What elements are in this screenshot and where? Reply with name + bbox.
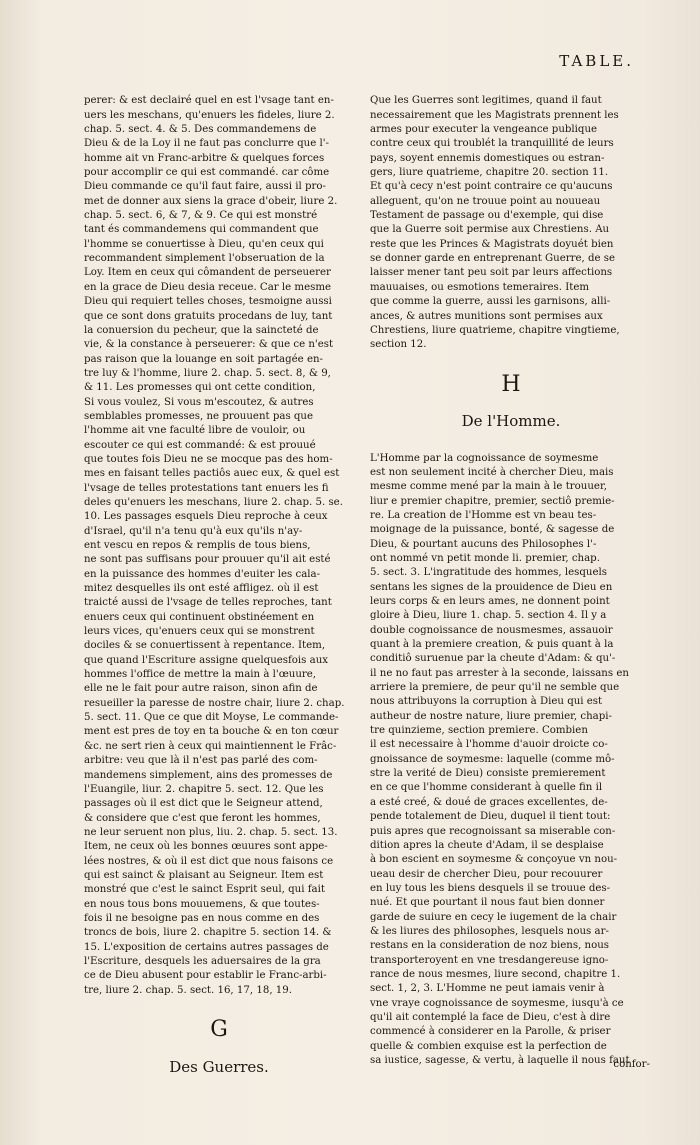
- right-column-text-bottom: L'Homme par la cognoissance de soymesme est non seulement incité à chercher Dieu, mais mesme comme mené par la main à le trouuer, liur e premier chapitre, premier, sectiô premie- re. La creation de l'Homme est vn beau tes- moignage de la puissance, bonté, & sagesse de Dieu, & pourtant aucuns des Philosophes l'- ont nommé vn petit monde li. premier, chap. 5. sect. 3. L'ingratitude des hommes, lesquels sentans les signes de la prouidence de Dieu en leurs corps & en leurs ames, ne donnent point gloire à Dieu, liure 1. chap. 5. section 4. Il y a double cognoissance de nousmesmes, assauoir quant à la premiere creation, & puis quant à la conditiô suruenue par la cheute d'Adam: & qu'- il ne no faut pas arrester à la seconde, laissans en arriere la premiere, de peur qu'il ne semble que nous attribuyons la corruption à Dieu qui est autheur de nostre nature, liure premier, chapi- tre quinzieme, section premiere. Combien il est necessaire à l'homme d'auoir droicte co- gnoissance de soymesme: laquelle (comme mô- stre la verité de Dieu) consiste premierement en ce que l'homme considerant à quelle fin il a esté creé, & doué de graces excellentes, de- pende totalement de Dieu, duquel il tient tout: puis apres que recognoissant sa miserable con- dition apres la cheute d'Adam, il se desplaise à bon escient en soymesme & conçoyue vn nou- ueau desir de chercher Dieu, pour recouurer en luy tous les biens desquels il se trouue des- nué. Et que pourtant il nous faut bien donner garde de suiure en cecy le iugement de la chair & les liures des philosophes, lesquels nous ar- restans en la consideration de noz biens, nous transporteroyent en vne tresdangereuse igno- rance de nous mesmes, liure second, chapitre 1. sect. 1, 2, 3. L'Homme ne peut iamais venir à vne vraye cognoissance de soymesme, iusqu'à ce qu'il ait contemplé la face de Dieu, c'est à dire commencé à considerer en la Parolle, & priser quelle & combien exquise est la perfection de sa iustice, sagesse, & vertu, à laquelle il nous faut: [370, 452, 630, 1066]
- right-column: [370, 80, 652, 1083]
- section-title-guerres: Des Guerres.: [169, 1057, 269, 1076]
- left-column-text: perer: & est declairé quel en est l'vsage tant en- uers les meschans, qu'enuers les fideles, liure 2. chap. 5. sect. 4. & 5. Des commandemens de Dieu & de la Loy il ne faut pas conclurre que l'- homme ait vn Franc-arbitre & quelques forces pour accomplir ce qui est commandé. car côme Dieu commande ce qu'il faut faire, aussi il pro- met de donner aux siens la grace d'obeir, liure 2. chap. 5. sect. 6, & 7, & 9. Ce qui est monstré tant és commandemens qui commandent que l'homme se conuertisse à Dieu, qu'en ceux qui recommandent simplement l'obseruation de la Loy. Item en ceux qui cômandent de perseuerer en la grace de Dieu desia receue. Car le mesme Dieu qui requiert telles choses, tesmoigne aussi que ce sont dons gratuits procedans de luy, tant la conuersion du pecheur, que la saincteté de vie, & la constance à perseuerer: & que ce n'est pas raison que la louange en soit partagée en- tre luy & l'homme, liure 2. chap. 5. sect. 8, & 9, & 11. Les promesses qui ont cette condition, Si vous voulez, Si vous m'escoutez, & autres semblables promesses, ne prouuent pas que l'homme ait vne faculté libre de vouloir, ou escouter ce qui est commandé: & est prouué que toutes fois Dieu ne se mocque pas des hom- mes en faisant telles pactiôs auec eux, & quel est l'vsage de telles protestations tant enuers les fi deles qu'enuers les meschans, liure 2. chap. 5. se. 10. Les passages esquels Dieu reproche à ceux d'Israel, qu'il n'a tenu qu'à eux qu'ils n'ay- ent vescu en repos & remplis de tous biens, ne sont pas suffisans pour prouuer qu'il ait esté en la puissance des hommes d'euiter les cala- mitez desquelles ils ont esté affligez. où il est traicté aussi de l'vsage de telles reproches, tant enuers ceux qui continuent obstinéement en leurs vices, qu'enuers ceux qui se monstrent dociles & se conuertissent à repentance. Item, que quand l'Escriture assigne quelquesfois aux hommes l'office de mettre la main à l'œuure, elle ne le fait pour autre raison, sinon afin de resueiller la paresse de nostre chair, liure 2. chap. 5. sect. 11. Que ce que dit Moyse, Le commande- ment est pres de toy en ta bouche & en ton cœur &c. ne sert rien à ceux qui maintiennent le Frâc- arbitre: veu que là il n'est pas parlé des com- mandemens simplement, ains des promesses de l'Euangile, liur. 2. chapitre 5. sect. 12. Que les passages où il est dict que le Seigneur attend, & considere que c'est que feront les hommes, ne leur seruent non plus, liu. 2. chap. 5. sect. 13. Item, ne ceux où les bonnes œuures sont appe- lées nostres, & où il est dict que nous faisons ce qui est sainct & plaisant au Seigneur. Item est monstré que c'est le sainct Esprit seul, qui fait en nous tous bons mouuemens, & que toutes- fois il ne besoigne pas en nous comme en des troncs de bois, liure 2. chapitre 5. section 14. & 15. L'exposition de certains autres passages de l'Escriture, desquels les aduersaires de la gra ce de Dieu abusent pour establir le Franc-arbi- tre, liure 2. chap. 5. sect. 16, 17, 18, 19.: [84, 95, 345, 996]
- running-title: TABLE.: [559, 52, 634, 70]
- left-column: [84, 80, 354, 1097]
- section-letter-g: G: [210, 1017, 228, 1043]
- right-column-text-top: Que les Guerres sont legitimes, quand il faut necessairement que les Magistrats prennent les armes pour executer la vengeance publique contre ceux qui troublét la tranquillité de leurs pays, soyent ennemis domestiques ou estran- gers, liure quatrieme, chapitre 20. section 11. Et qu'à cecy n'est point contraire ce qu'aucuns alleguent, qu'on ne trouue point au nouueau Testament de passage ou d'exemple, qui dise que la Guerre soit permise aux Chrestiens. Au reste que les Princes & Magistrats doyuét bien se donner garde en entreprenant Guerre, de se laisser mener tant peu soit par leurs affections mauuaises, ou esmotions temeraires. Item que comme la guerre, aussi les garnisons, alli- ances, & autres munitions sont permises aux Chrestiens, liure quatrieme, chapitre vingtieme, section 12.: [370, 95, 620, 351]
- section-title-homme: De l'Homme.: [461, 412, 561, 431]
- section-letter-h: H: [501, 371, 521, 397]
- catchword: confor-: [613, 1059, 650, 1070]
